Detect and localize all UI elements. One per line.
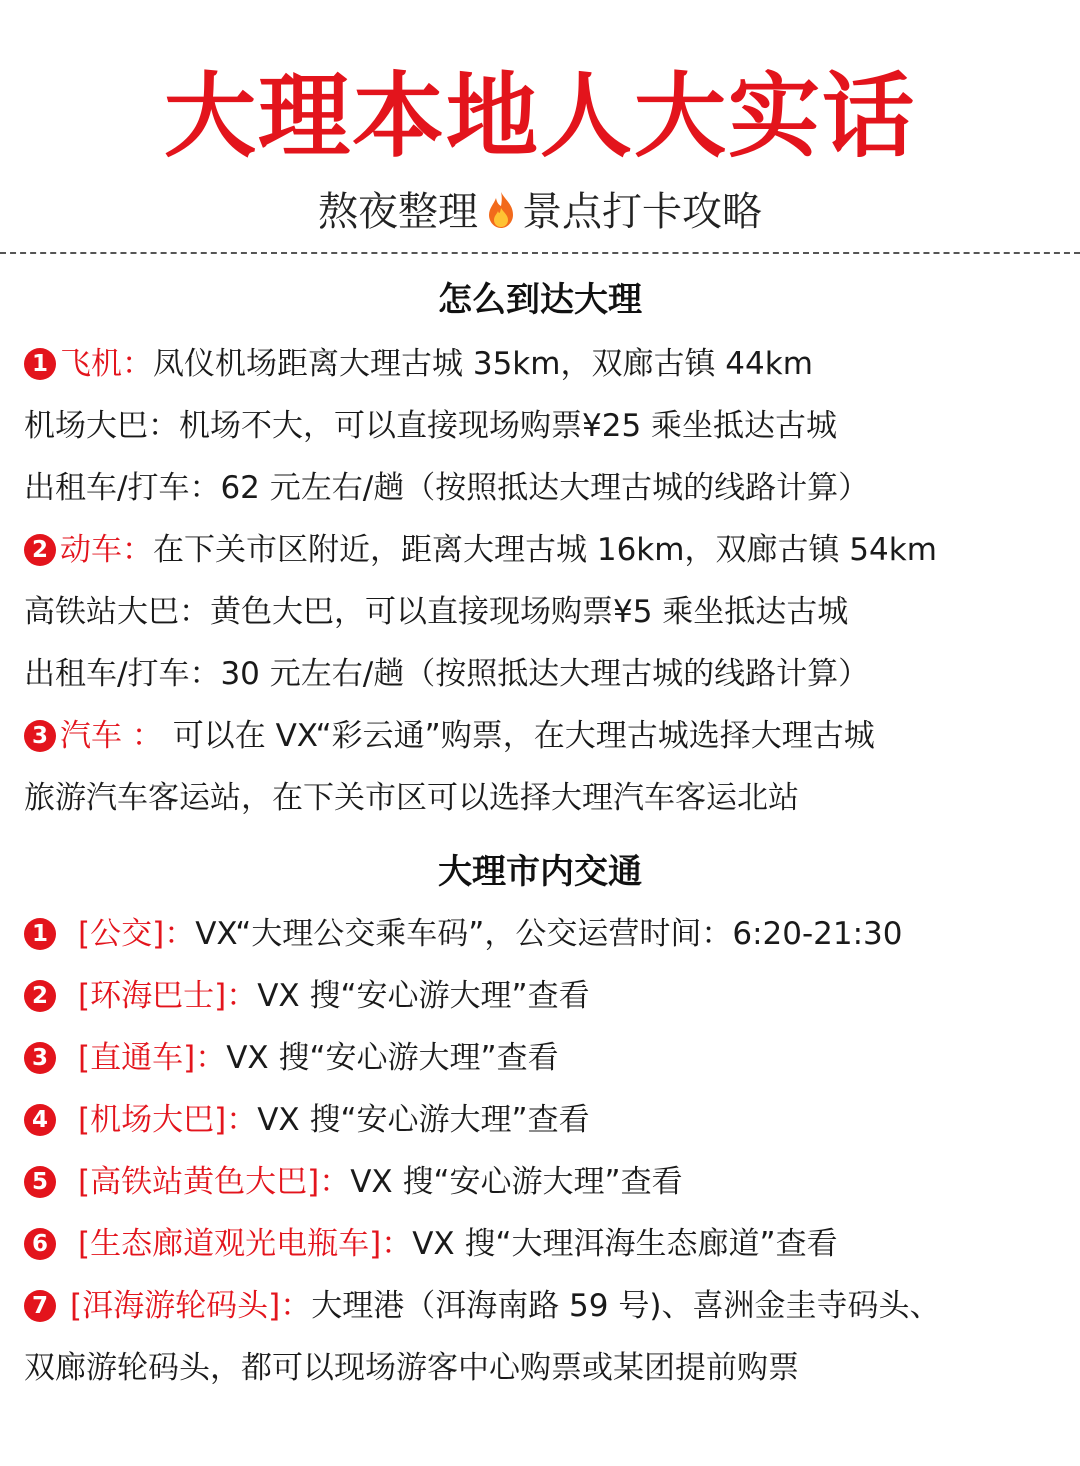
list-item [24, 972, 1064, 1020]
list-item [24, 1096, 1064, 1144]
item-text: 高铁站大巴：黄色大巴，可以直接现场购票¥5 乘坐抵达古城 [24, 594, 849, 630]
item-text: VX 搜“安心游大理”查看 [226, 1040, 559, 1076]
number-badge-icon: 3 [24, 1042, 56, 1074]
item-label: [洱海游轮码头]： [70, 1288, 312, 1324]
number-badge-icon: 1 [24, 918, 56, 950]
item-text: 出租车/打车：30 元左右/趟（按照抵达大理古城的线路计算） [24, 656, 870, 692]
dashed-divider [0, 252, 1080, 254]
fire-icon [486, 191, 516, 229]
item-text: 大理港（洱海南路 59 号)、喜洲金圭寺码头、 [311, 1288, 941, 1324]
number-badge-icon: 4 [24, 1104, 56, 1136]
number-badge-icon: 2 [24, 534, 56, 566]
page-subtitle [0, 184, 1080, 240]
number-badge-icon: 2 [24, 980, 56, 1012]
subtitle-left: 熬夜整理 [318, 189, 478, 235]
item-text: VX 搜“安心游大理”查看 [350, 1164, 683, 1200]
item-text: 双廊游轮码头，都可以现场游客中心购票或某团提前购票 [24, 1350, 799, 1386]
item-text: VX“大理公交乘车码”，公交运营时间：6:20-21:30 [195, 916, 903, 952]
item-label: [机场大巴]： [78, 1102, 258, 1138]
item-label: 汽车 ： [60, 718, 163, 754]
item-text: 凤仪机场距离大理古城 35km，双廊古镇 44km [153, 346, 813, 382]
list-item [24, 402, 1064, 450]
number-badge-icon: 7 [24, 1290, 56, 1322]
item-label: [环海巴士]： [78, 978, 258, 1014]
list-item [24, 1344, 1064, 1392]
number-badge-icon: 5 [24, 1166, 56, 1198]
list-item [24, 340, 1064, 388]
list-item [24, 1282, 1064, 1330]
item-text: 在下关市区附近，距离大理古城 16km，双廊古镇 54km [153, 532, 937, 568]
list-item [24, 774, 1064, 822]
list-item [24, 1220, 1064, 1268]
item-text: VX 搜“安心游大理”查看 [257, 978, 590, 1014]
item-text: VX 搜“大理洱海生态廊道”查看 [412, 1226, 838, 1262]
item-label: [高铁站黄色大巴]： [78, 1164, 351, 1200]
item-text: 出租车/打车：62 元左右/趟（按照抵达大理古城的线路计算） [24, 470, 870, 506]
item-text: 可以在 VX“彩云通”购票，在大理古城选择大理古城 [162, 718, 875, 754]
item-label: [公交]： [78, 916, 196, 952]
section-heading-arrival: 怎么到达大理 [438, 280, 642, 320]
list-item [24, 464, 1064, 512]
item-text: VX 搜“安心游大理”查看 [257, 1102, 590, 1138]
section-heading-local-transport: 大理市内交通 [438, 852, 642, 892]
number-badge-icon: 6 [24, 1228, 56, 1260]
number-badge-icon: 1 [24, 348, 56, 380]
number-badge-icon: 3 [24, 720, 56, 752]
subtitle-right: 景点打卡攻略 [522, 189, 762, 235]
list-item [24, 650, 1064, 698]
item-label: [直通车]： [78, 1040, 227, 1076]
item-label: [生态廊道观光电瓶车]： [78, 1226, 413, 1262]
list-item [24, 910, 1064, 958]
item-text: 旅游汽车客运站，在下关市区可以选择大理汽车客运北站 [24, 780, 799, 816]
item-text: 机场大巴：机场不大，可以直接现场购票¥25 乘坐抵达古城 [24, 408, 838, 444]
list-item [24, 1034, 1064, 1082]
list-item [24, 526, 1064, 574]
list-item [24, 1158, 1064, 1206]
item-label: 飞机： [60, 346, 153, 382]
list-item [24, 712, 1064, 760]
item-label: 动车： [60, 532, 153, 568]
list-item [24, 588, 1064, 636]
page-title: 大理本地人大实话 [163, 63, 916, 170]
